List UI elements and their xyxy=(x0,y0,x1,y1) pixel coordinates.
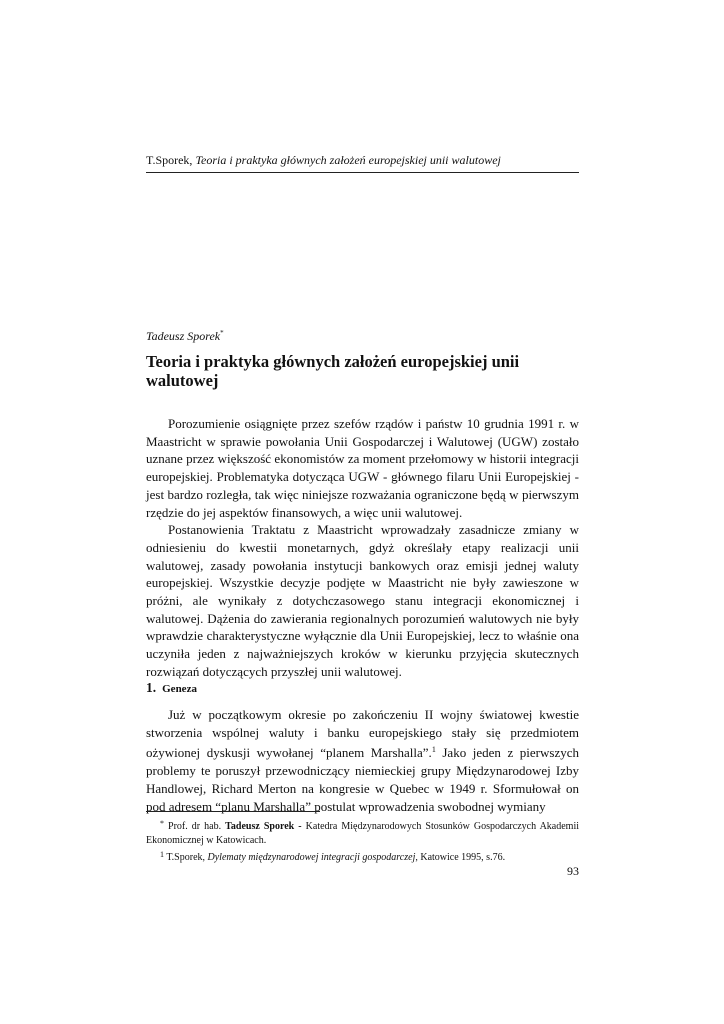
footnote-author xyxy=(146,817,579,848)
intro-section xyxy=(146,415,579,681)
page-number: 93 xyxy=(567,864,579,878)
footnote-rule xyxy=(146,811,320,812)
footnote-1-mark: 1 xyxy=(160,850,164,859)
article-author xyxy=(146,326,224,344)
author-name: Tadeusz Sporek xyxy=(146,329,221,343)
footnotes xyxy=(146,817,579,865)
section-text-part-2: Jako jeden z pierwszych problemy te poruszył przewodniczący niemieckiej grupy Międzynarodowej Izby Handlowej, Richard Merton na kongresie w Quebec w 1949 r. Sformułował on pod adresem “planu Marshalla” postulat wprowadzenia swobodnej wymiany xyxy=(146,745,579,814)
running-header-author: T.Sporek, xyxy=(146,153,193,167)
running-header-title: Teoria i praktyka głównych założeń europejskiej unii walutowej xyxy=(195,153,501,167)
section-title: Geneza xyxy=(162,683,197,695)
footnote-1 xyxy=(146,848,579,865)
footnote-ref-1: 1 xyxy=(431,745,436,755)
section-text-part-1: Już w początkowym okresie po zakończeniu II wojny światowej kwestie stworzenia wspólnej waluty i banku europejskiego stały się przedmiotem ożywionej dyskusji wywołanej “planem Marshalla”. xyxy=(146,707,579,761)
section-heading xyxy=(146,679,197,698)
author-footnote-mark: * xyxy=(220,329,224,337)
running-header xyxy=(146,153,579,168)
intro-paragraph-1: Porozumienie osiągnięte przez szefów rządów i państw 10 grudnia 1991 r. w Maastricht w sprawie powołania Unii Gospodarczej i Walutowej (UGW) zostało uznane przez większość ekonomistów za moment przełomowy w historii integracji europejskiej. Problematyka dotycząca UGW - głównego filaru Unii Europejskiej - jest bardzo rozległa, tak więc niniejsze rozważania ograniczone będą w pierwszym rzędzie do jej aspektów finansowych, a więc unii walutowej. xyxy=(146,416,579,520)
intro-paragraph-2: Postanowienia Traktatu z Maastricht wprowadzały zasadnicze zmiany w odniesieniu do kwestii monetarnych, gdyż określały etapy realizacji unii walutowej, zasady powołania instytucji bankowych oraz emisji jednej waluty europejskiej. Wszystkie decyzje podjęte w Maastricht nie były zawieszone w próżni, ale wynikały z dotychczasowego stanu integracji ekonomicznej i walutowej. Dążenia do zawierania regionalnych porozumień walutowych nie były wprawdzie charakterystyczne wyłącznie dla Unii Europejskiej, lecz to właśnie ona uczyniła jeden z najważniejszych kroków w kierunku przyjęcia skutecznych rozwiązań dotyczących przyszłej unii walutowej. xyxy=(146,522,579,679)
footnote-author-affiliation: Katedra Międzynarodowych Stosunków Gospodarczych Akademii Ekonomicznej w Katowicach. xyxy=(146,821,579,846)
section-body xyxy=(146,706,579,815)
section-number: 1. xyxy=(146,680,157,695)
article-title: Teoria i praktyka głównych założeń europejskiej unii walutowej xyxy=(146,352,520,390)
footnote-author-mark: * xyxy=(160,819,164,828)
footnote-1-prefix: T.Sporek, xyxy=(164,852,208,863)
section-paragraph-1 xyxy=(146,706,579,815)
footnote-author-prefix: Prof. dr hab. xyxy=(164,821,226,832)
footnote-1-rest: , Katowice 1995, s.76. xyxy=(415,852,506,863)
header-rule xyxy=(146,172,579,173)
footnote-1-book-title: Dylematy międzynarodowej integracji gospodarczej xyxy=(207,852,416,863)
footnote-author-name: Tadeusz Sporek - xyxy=(225,821,302,832)
